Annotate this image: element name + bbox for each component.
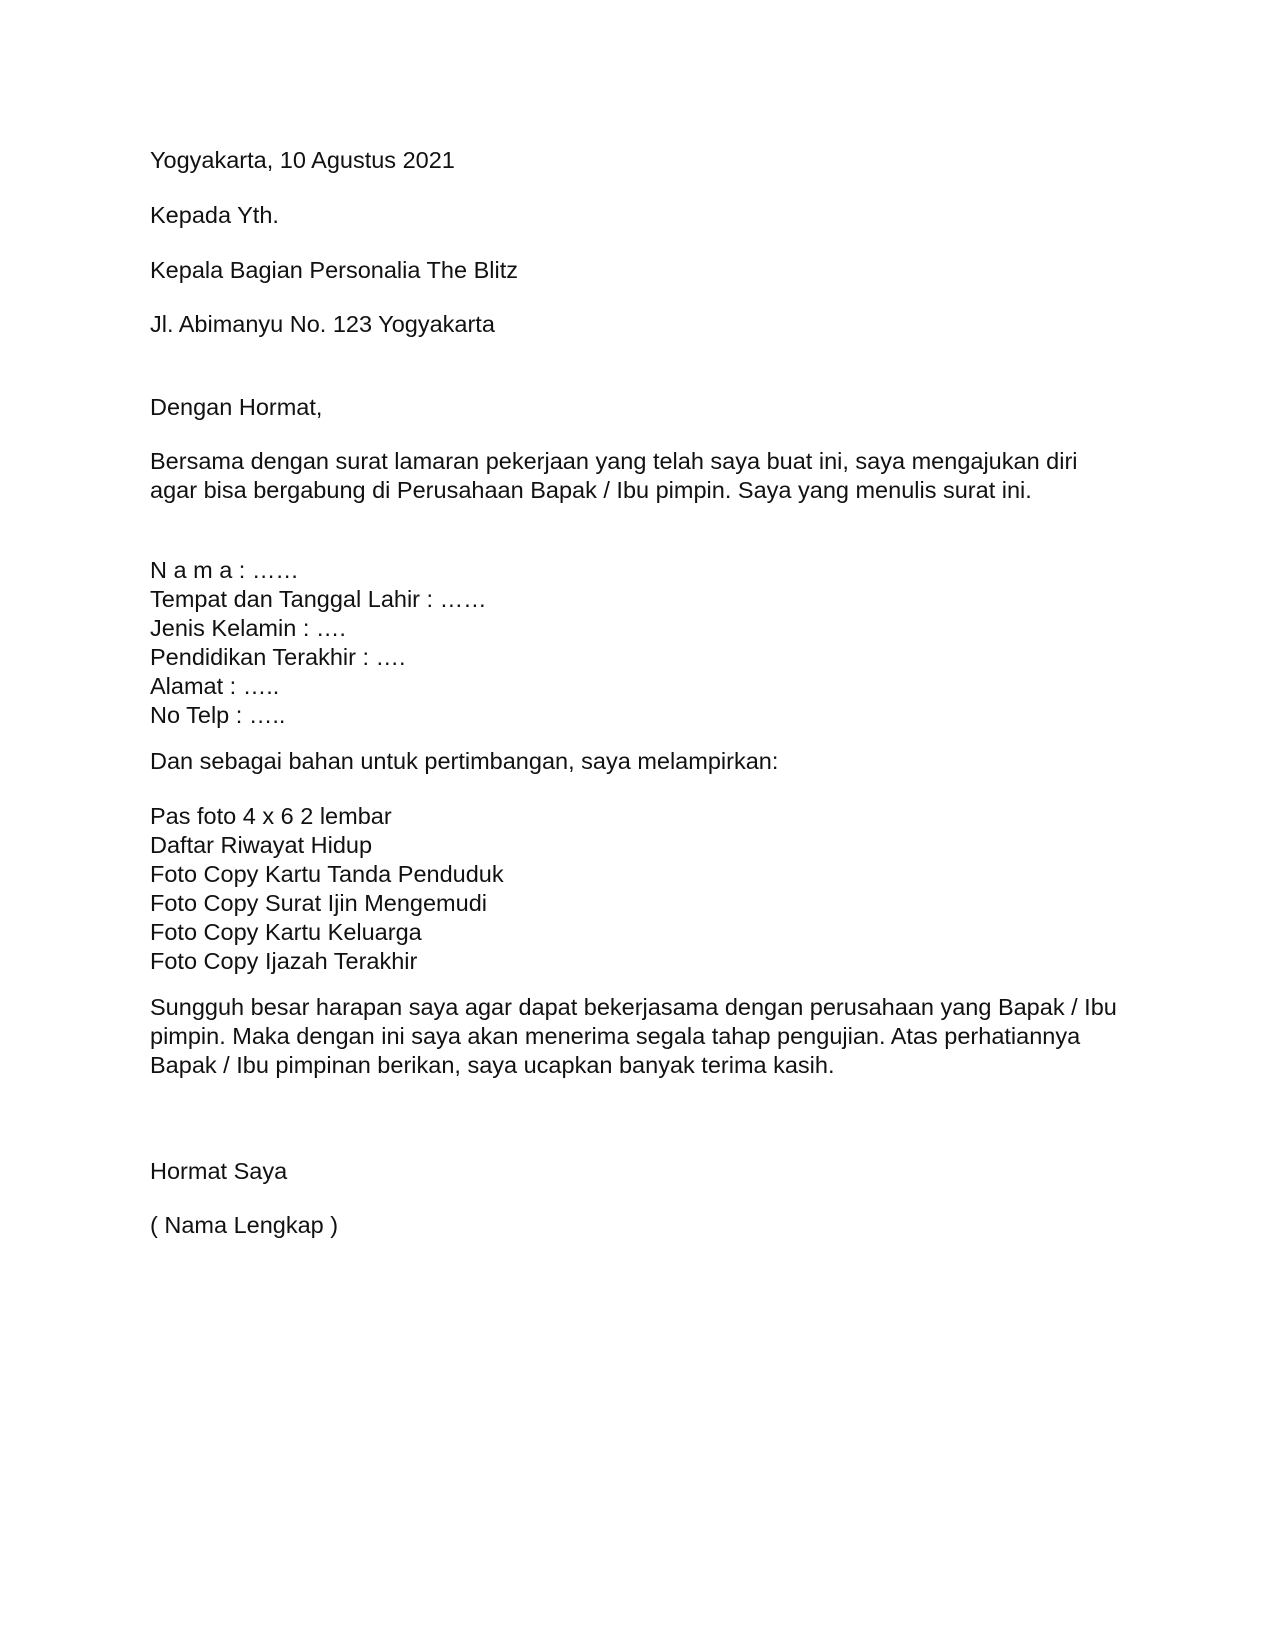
list-item: Alamat : ….. — [150, 673, 280, 699]
recipient-address: Jl. Abimanyu No. 123 Yogyakarta — [150, 311, 495, 337]
list-item: Foto Copy Ijazah Terakhir — [150, 948, 418, 974]
list-item: Jenis Kelamin : …. — [150, 615, 346, 641]
personal-details-list — [150, 556, 487, 730]
attachments-list — [150, 802, 504, 976]
date-line: Yogyakarta, 10 Agustus 2021 — [150, 147, 455, 173]
sign-off: Hormat Saya — [150, 1158, 288, 1184]
list-item: Tempat dan Tanggal Lahir : …… — [150, 586, 487, 612]
signature-name: ( Nama Lengkap ) — [150, 1212, 339, 1238]
recipient-salutation: Kepada Yth. — [150, 202, 279, 228]
list-item: Pendidikan Terakhir : …. — [150, 644, 406, 670]
list-item: Daftar Riwayat Hidup — [150, 832, 373, 858]
greeting: Dengan Hormat, — [150, 394, 323, 420]
closing-paragraph: Sungguh besar harapan saya agar dapat bekerjasama dengan perusahaan yang Bapak / Ibu pimpin. Maka dengan ini saya akan menerima segala tahap pengujian. Atas perhatiannya Bapak / Ibu pimpinan berikan, saya ucapkan banyak terima kasih. — [150, 994, 1117, 1078]
intro-paragraph: Bersama dengan surat lamaran pekerjaan yang telah saya buat ini, saya mengajukan diri agar bisa bergabung di Perusahaan Bapak / Ibu pimpin. Saya yang menulis surat ini. — [150, 448, 1078, 503]
list-item: Foto Copy Surat Ijin Mengemudi — [150, 890, 487, 916]
list-item: No Telp : ….. — [150, 702, 286, 728]
list-item: Foto Copy Kartu Keluarga — [150, 919, 422, 945]
attachments-intro: Dan sebagai bahan untuk pertimbangan, saya melampirkan: — [150, 748, 779, 774]
list-item: Pas foto 4 x 6 2 lembar — [150, 803, 392, 829]
recipient-name: Kepala Bagian Personalia The Blitz — [150, 257, 518, 283]
list-item: N a m a : …… — [150, 557, 299, 583]
list-item: Foto Copy Kartu Tanda Penduduk — [150, 861, 504, 887]
